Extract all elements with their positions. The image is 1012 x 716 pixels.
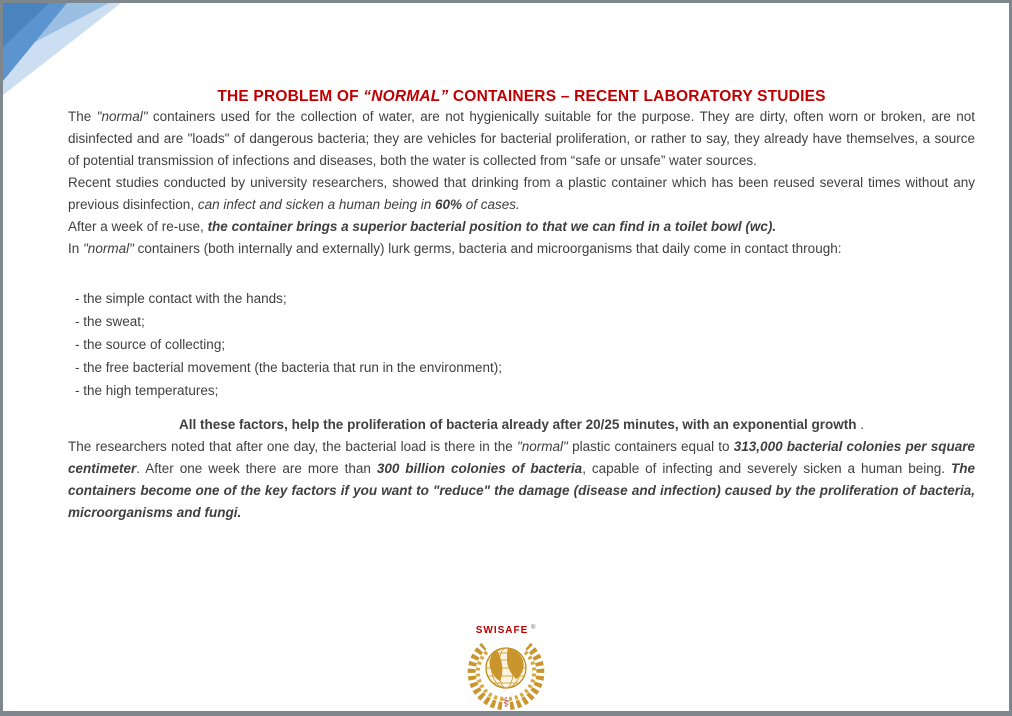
list-item: - the source of collecting; (75, 337, 226, 352)
factors-list (68, 287, 975, 402)
list-item: - the high temperatures; (75, 383, 219, 398)
germs-paragraph: In "normal" containers (both internally and externally) lurk germs, bacteria and microorganisms that daily come in contact through: (68, 241, 842, 256)
studies-paragraph: Recent studies conducted by university researchers, showed that drinking from a plastic container which has been reused several times without any previous disinfection, can infect and sicken a human being in 60% of cases. (68, 175, 975, 212)
list-item: - the sweat; (75, 314, 145, 329)
registered-trademark-icon: ® (531, 625, 536, 631)
slide-content (3, 3, 1009, 524)
reuse-paragraph: After a week of re-use, the container brings a superior bacterial position to that we can find in a toilet bowl (wc). (68, 219, 777, 234)
list-item: - the simple contact with the hands; (75, 291, 287, 306)
globe-icon (486, 648, 526, 688)
list-item: - the free bacterial movement (the bacteria that run in the environment); (75, 360, 502, 375)
key-statement: All these factors, help the proliferation of bacteria already after 20/25 minutes, with an exponential growth . (179, 417, 864, 432)
caduceus-icon: ⚕ (502, 695, 510, 710)
swisafe-logo (456, 622, 556, 710)
slide-title: THE PROBLEM OF “NORMAL” CONTAINERS – RECENT LABORATORY STUDIES (217, 88, 826, 105)
logo-brand-text: SWISAFE (475, 625, 529, 636)
intro-paragraph: The "normal" containers used for the collection of water, are not hygienically suitable for the purpose. They are dirty, often worn or broken, are not disinfected and are "loads" of dangerous bacteria; they are vehicles for bacterial proliferation, or rather to say, they already have themselves, a source of potential transmission of infections and diseases, both the water is collected from “safe or unsafe” water sources. (68, 109, 975, 168)
conclusion-paragraph: The researchers noted that after one day, the bacterial load is there in the "normal" plastic containers equal to 313,000 bacterial colonies per square centimeter. After one week there are more than 300 billion colonies of bacteria, capable of infecting and severely sicken a human being. The containers become one of the key factors if you want to "reduce" the damage (disease and infection) caused by the proliferation of bacteria, microorganisms and fungi. (68, 439, 976, 520)
